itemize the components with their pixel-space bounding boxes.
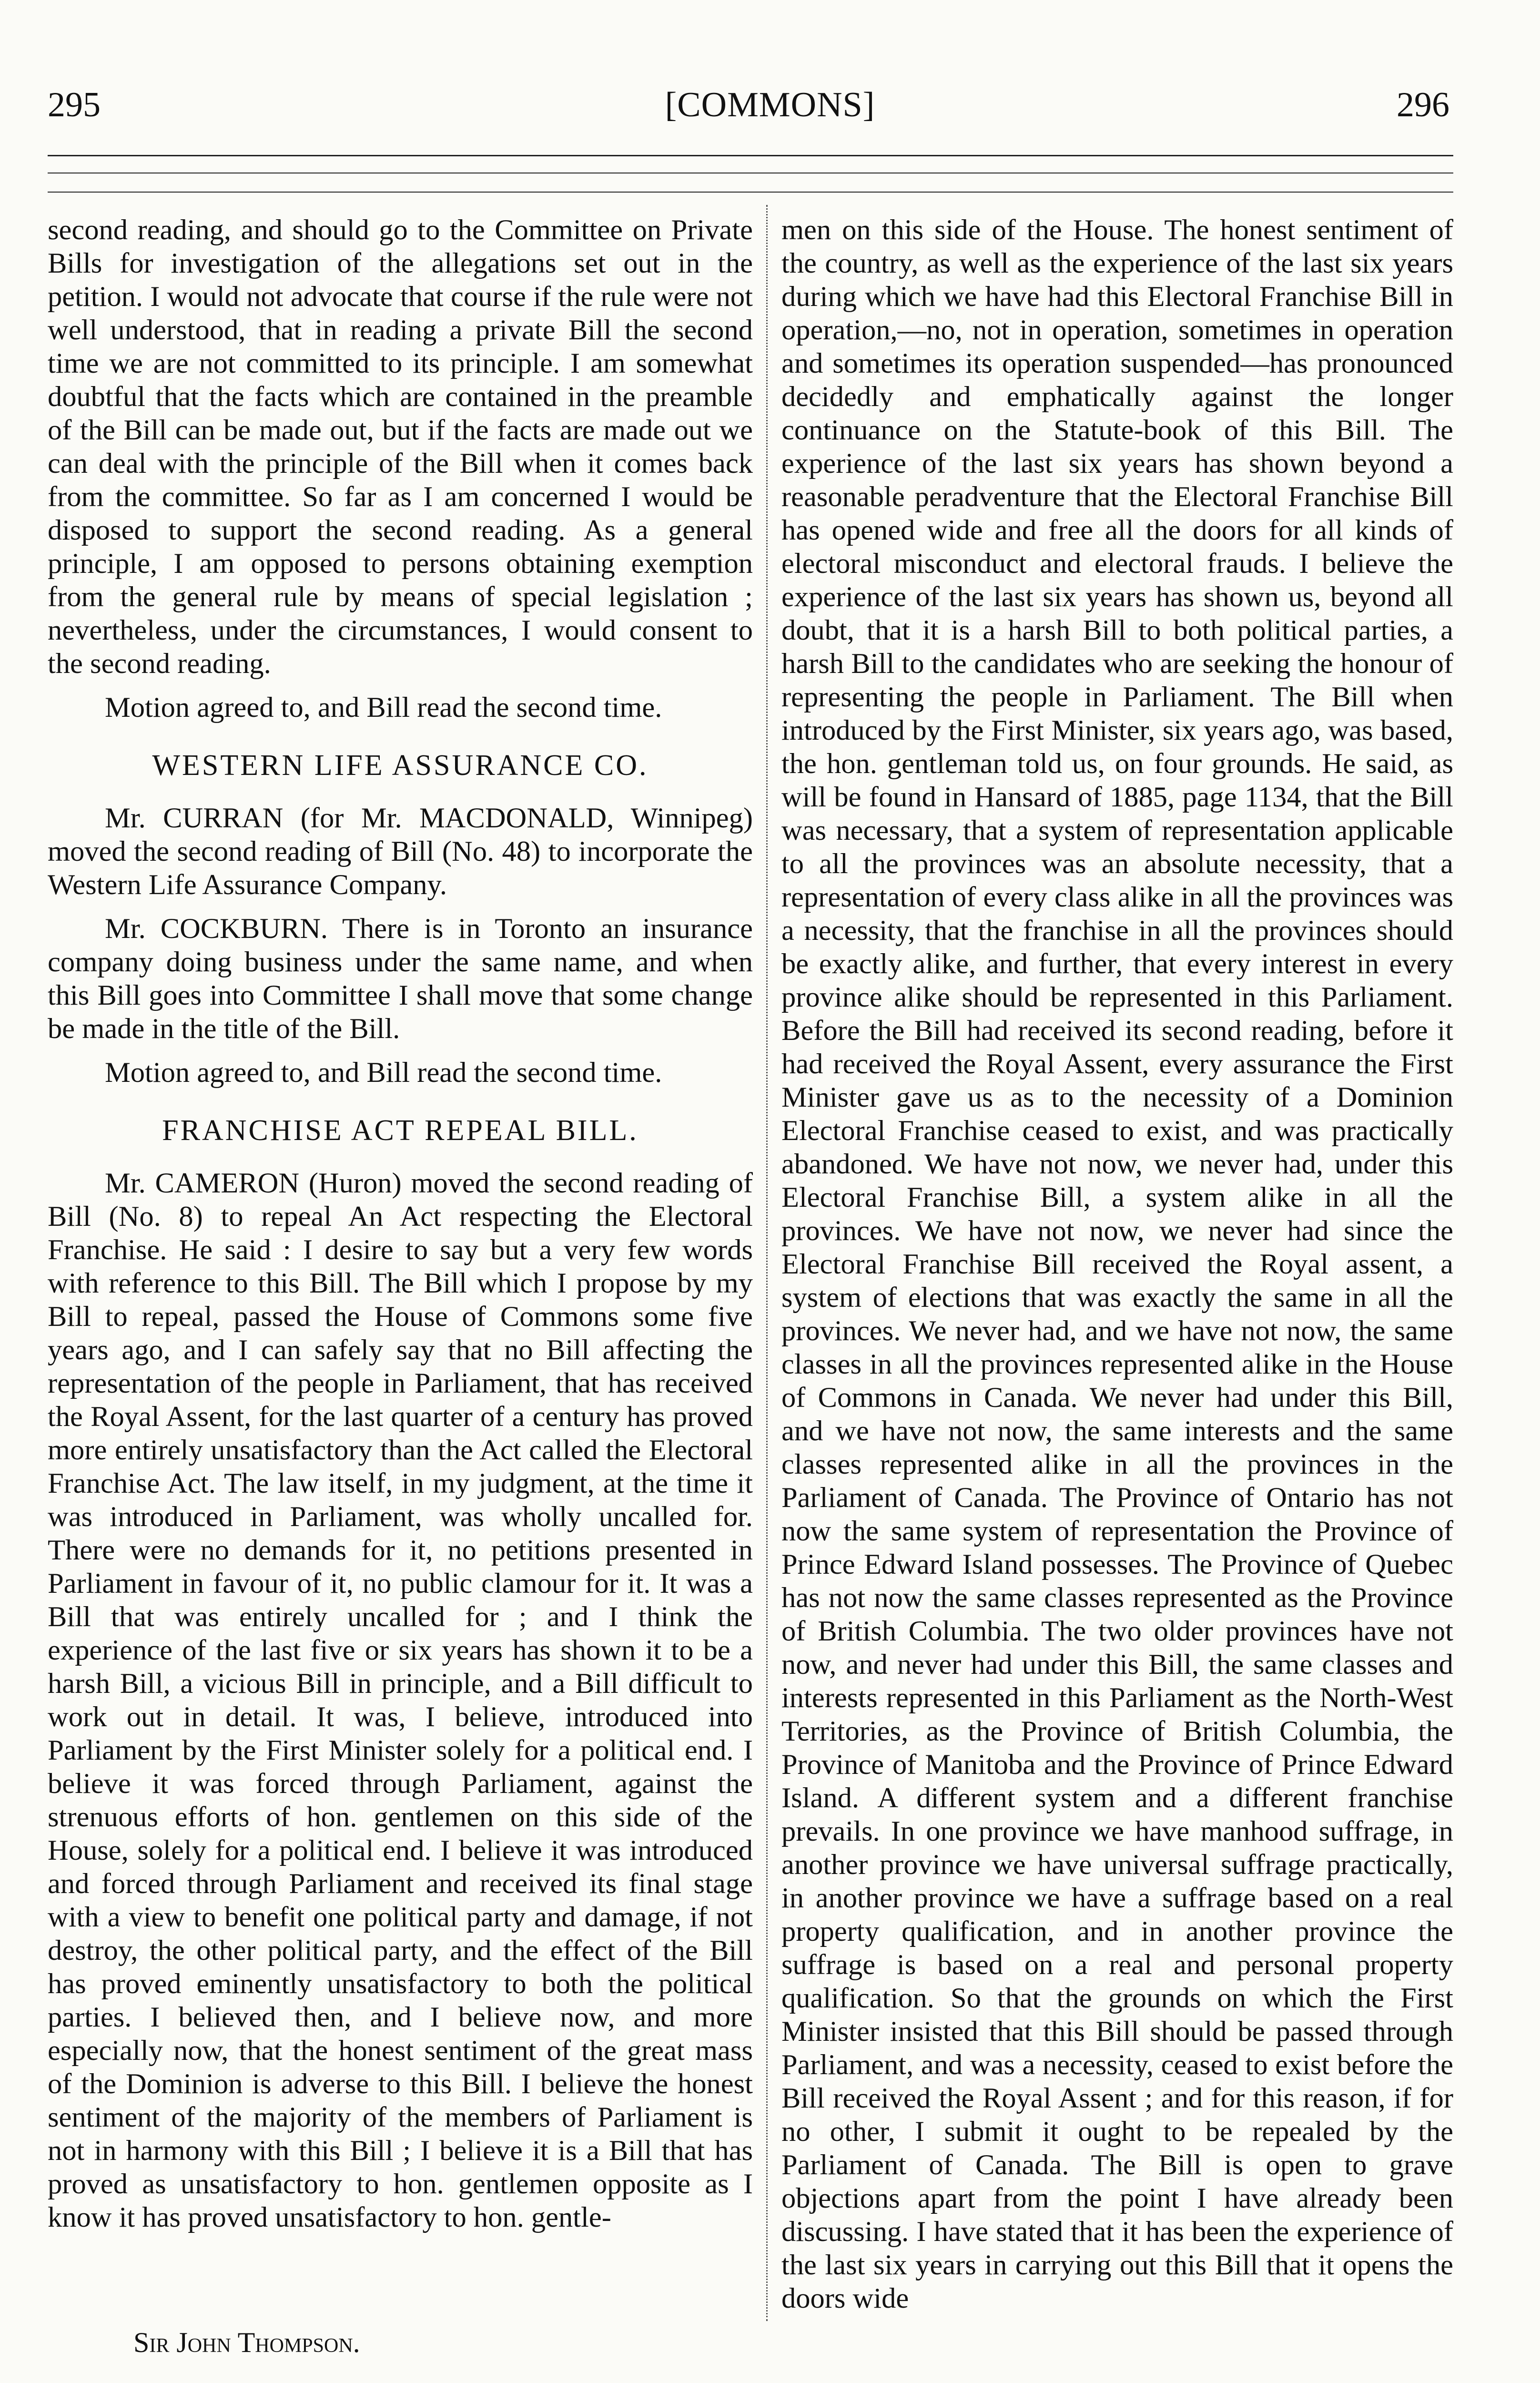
- header-rule-bottom: [48, 192, 1453, 193]
- left-column: [48, 214, 753, 2330]
- page-header: [0, 0, 1540, 153]
- page-number-right: 296: [1397, 85, 1449, 124]
- running-head: [COMMONS]: [665, 85, 875, 124]
- column-divider: [766, 205, 768, 2321]
- left-paragraph-cockburn: Mr. COCKBURN. There is in Toronto an insurance company doing business under the same name, and when this Bill goes into Committee I shall move that some change be made in the title of the Bill.: [48, 913, 753, 1045]
- section-heading-franchise-act: FRANCHISE ACT REPEAL BILL.: [162, 1114, 638, 1147]
- page-number-left: 295: [48, 85, 101, 124]
- section-heading-western-life: WESTERN LIFE ASSURANCE CO.: [152, 749, 648, 782]
- right-column: [781, 214, 1453, 2330]
- left-motion-2: Motion agreed to, and Bill read the second time.: [105, 1057, 662, 1089]
- left-paragraph-cameron: Mr. CAMERON (Huron) moved the second reading of Bill (No. 8) to repeal An Act respecting the Electoral Franchise. He said : I desire to say but a very few words with reference to this Bill. The Bill which I propose by my Bill to repeal, passed the House of Commons some five years ago, and I can safely say that no Bill affecting the representation of the people in Parliament, that has received the Royal Assent, for the last quarter of a century has proved more entirely unsatisfactory than the Act called the Electoral Franchise Act. The law itself, in my judgment, at the time it was introduced in Parliament, was wholly uncalled for. There were no demands for it, no petitions presented in Parliament in favour of it, no public clamour for it. It was a Bill that was entirely uncalled for ; and I think the experience of the last five or six years has shown it to be a harsh Bill, a vicious Bill in principle, and a Bill difficult to work out in detail. It was, I believe, introduced into Parliament by the First Minister solely for a political end. I believe it was forced through Parliament, against the strenuous efforts of hon. gentlemen on this side of the House, solely for a political end. I believe it was introduced and forced through Parliament and received its final stage with a view to benefit one political party and damage, if not destroy, the other political party, and the effect of the Bill has proved eminently unsatisfactory to both the political parties. I believed then, and I believe now, and more especially now, that the honest sentiment of the great mass of the Dominion is adverse to this Bill. I believe the honest sentiment of the majority of the members of Parliament is not in harmony with this Bill ; I believe it is a Bill that has proved as unsatisfactory to hon. gentlemen opposite as I know it has proved unsatisfactory to hon. gentle-: [48, 1167, 753, 2233]
- right-paragraph-continued: men on this side of the House. The honest sentiment of the country, as well as the experience of the last six years during which we have had this Electoral Franchise Bill in operation,—no, not in operation, sometimes in operation and sometimes its operation suspended—has pronounced decidedly and emphatically against the longer continuance on the Statute-book of this Bill. The experience of the last six years has shown beyond a reasonable peradventure that the Electoral Franchise Bill has opened wide and free all the doors for all kinds of electoral misconduct and electoral frauds. I believe the experience of the last six years has shown us, beyond all doubt, that it is a harsh Bill to both political parties, a harsh Bill to the candidates who are seeking the honour of representing the people in Parliament. The Bill when introduced by the First Minister, six years ago, was based, the hon. gentleman told us, on four grounds. He said, as will be found in Hansard of 1885, page 1134, that the Bill was necessary, that a system of representation applicable to all the provinces was an absolute necessity, that a representation of every class alike in all the provinces was a necessity, that the franchise in all the provinces should be exactly alike, and further, that every interest in every province alike should be represented in this Parliament. Before the Bill had received its second reading, before it had received the Royal Assent, every assurance the First Minister gave us as to the necessity of a Dominion Electoral Franchise ceased to exist, and was practically abandoned. We have not now, we never had, under this Electoral Franchise Bill, a system alike in all the provinces. We have not now, we never had since the Electoral Franchise Bill received the Royal assent, a system of elections that was exactly the same in all the provinces. We never had, and we have not now, the same classes in all the provinces represented alike in the House of Commons in Canada. We never had under this Bill, and we have not now, the same interests and the same classes represented alike in all the provinces in the Parliament of Canada. The Province of Ontario has not now the same system of representation the Province of Prince Edward Island possesses. The Province of Quebec has not now the same classes represented as the Province of British Columbia. The two older provinces have not now, and never had under this Bill, the same classes and interests represented in this Parliament as the North-West Territories, as the Province of British Columbia, the Province of Manitoba and the Province of Prince Edward Island. A different system and a different franchise prevails. In one province we have manhood suffrage, in another province we have universal suffrage practically, in another province we have a suffrage based on a real property qualification, and in another province the suffrage is based on a real and personal property qualification. So that the grounds on which the First Minister insisted that this Bill should be passed through Parliament, and was a necessity, ceased to exist before the Bill received the Royal Assent ; and for this reason, if for no other, I submit it ought to be repealed by the Parliament of Canada. The Bill is open to grave objections apart from the point I have already been discussing. I have stated that it has been the experience of the last six years in carrying out this Bill that it opens the doors wide: [781, 214, 1453, 2314]
- left-motion-1: Motion agreed to, and Bill read the second time.: [105, 692, 662, 723]
- header-rule-top: [48, 155, 1453, 156]
- speaker-footer: Sir John Thompson.: [133, 2327, 360, 2358]
- left-paragraph-continued: second reading, and should go to the Committee on Private Bills for investigation of the allegations set out in the petition. I would not advocate that course if the rule were not well understood, that in reading a private Bill the second time we are not committed to its principle. I am somewhat doubtful that the facts which are contained in the preamble of the Bill can be made out, but if the facts are made out we can deal with the principle of the Bill when it comes back from the committee. So far as I am concerned I would be disposed to support the second reading. As a general principle, I am opposed to persons obtaining exemption from the general rule by means of special legislation ; nevertheless, under the circumstances, I would consent to the second reading.: [48, 214, 753, 680]
- left-paragraph-curran: Mr. CURRAN (for Mr. MACDONALD, Winnipeg) moved the second reading of Bill (No. 48) to incorporate the Western Life Assurance Company.: [48, 802, 753, 901]
